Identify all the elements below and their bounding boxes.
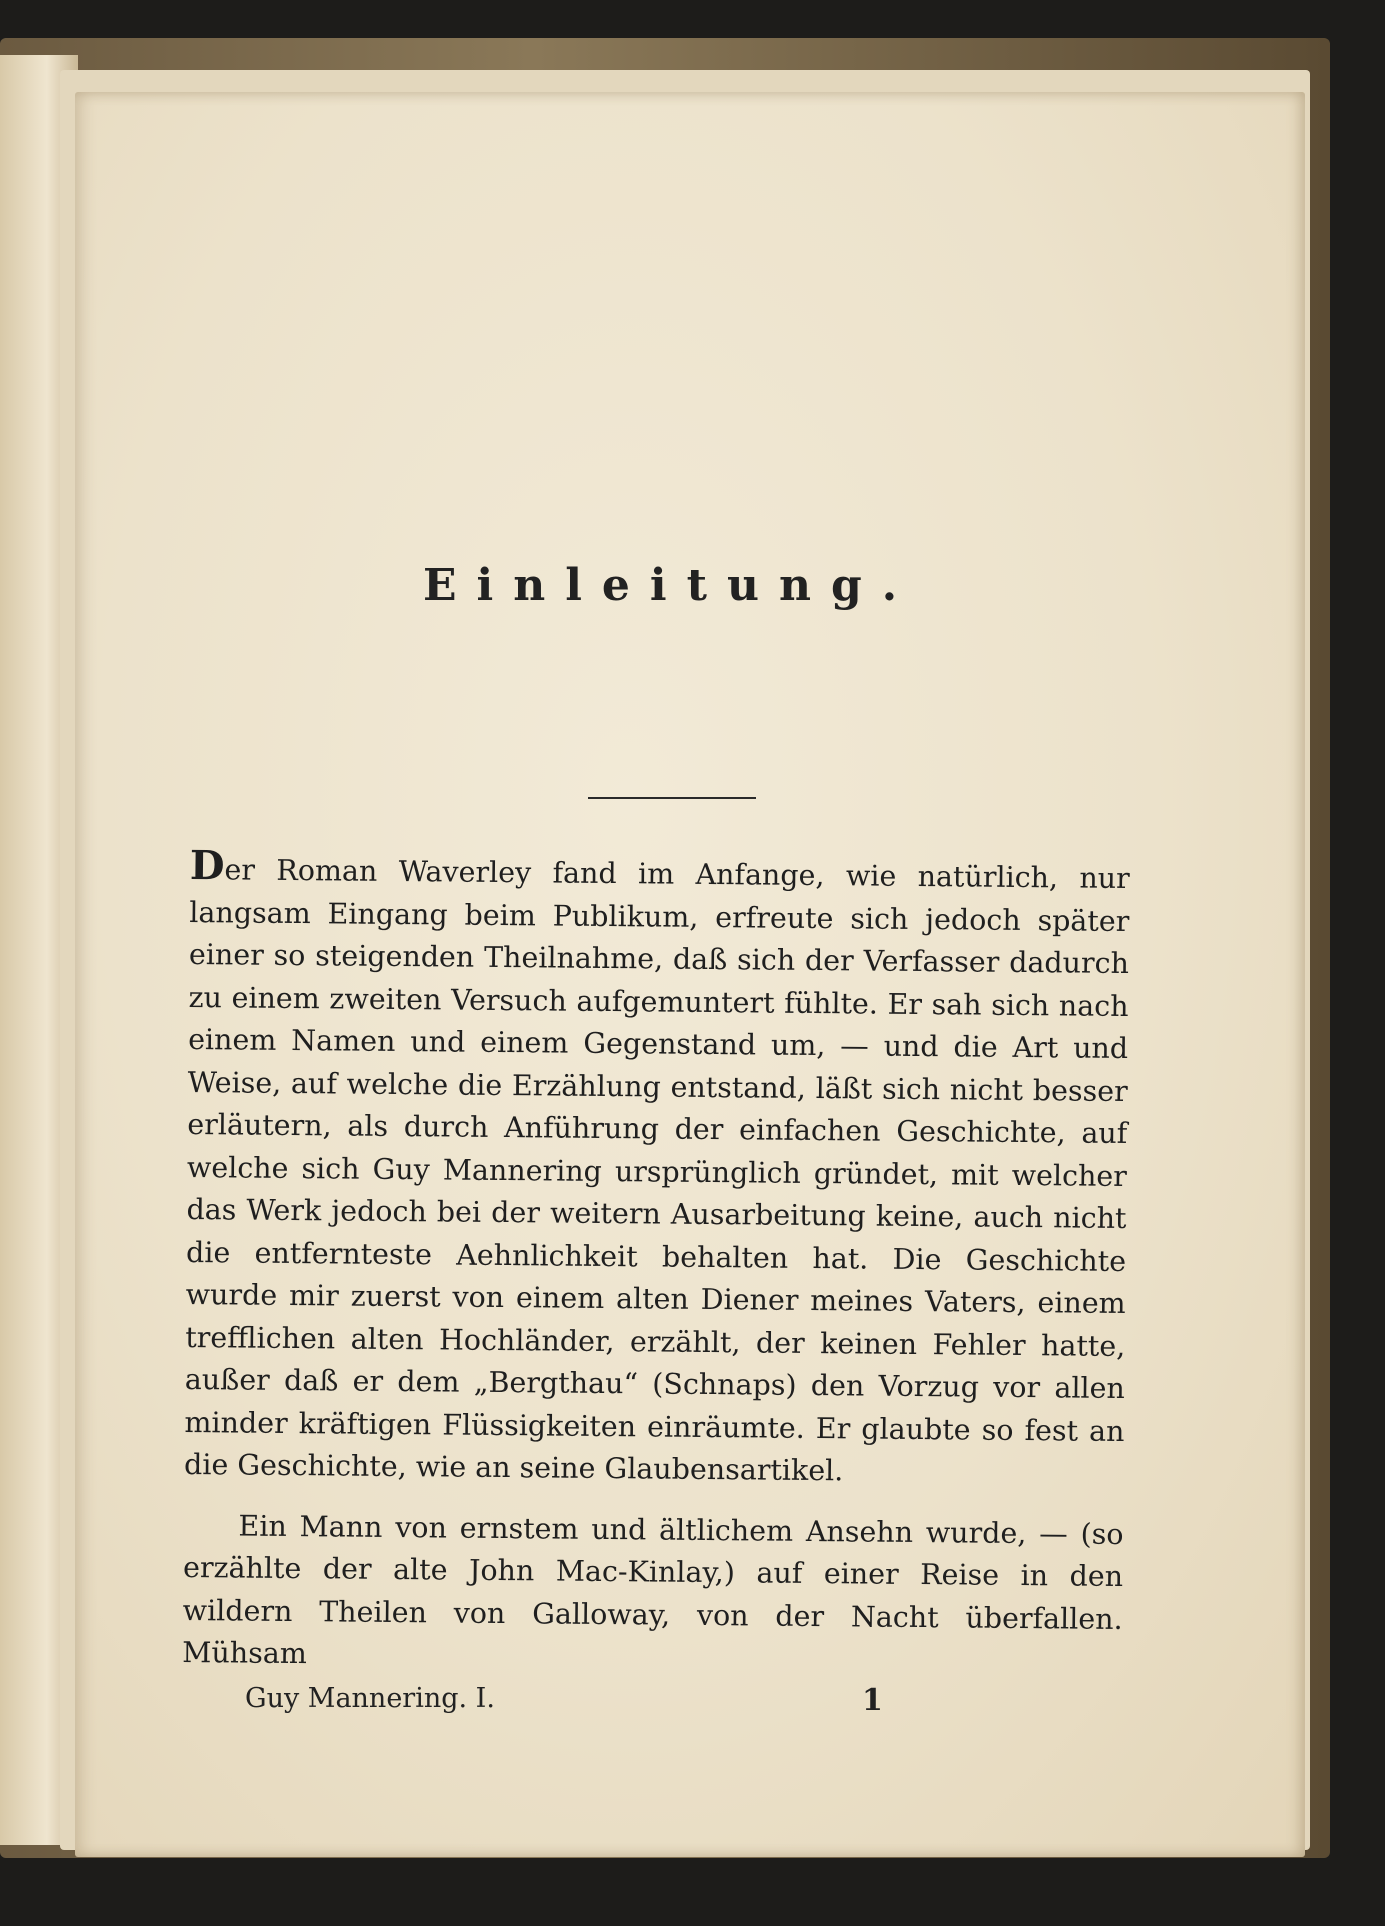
chapter-heading: Einleitung.	[422, 560, 918, 611]
page-number: 1	[862, 1683, 883, 1718]
paragraph-2: Ein Mann von ernstem und ältlichem Ansehn wurde, — (so erzählte der alte John Mac-Kinlay,) auf einer Reise in den wildern Theilen von Galloway, von der Nacht überfallen. Mühsam	[182, 1508, 1124, 1671]
signature-mark: Guy Mannering. I.	[245, 1683, 495, 1714]
paragraph-1-text: er Roman Waverley fand im Anfange, wie natürlich, nur langsam Eingang beim Publikum, erfreute sich jedoch später einer so steigenden Theilnahme, daß sich der Verfasser dadurch zu einem zweiten Versuch aufgemuntert fühlte. Er sah sich nach einem Namen und einem Gegenstand um, — und die Art und Weise, auf welche die Erzählung entstand, läßt sich nicht besser erläutern, als durch Anführung der einfachen Geschichte, auf welche sich Guy Mannering ursprünglich gründet, mit welcher das Werk jedoch bei der weitern Ausarbeitung keine, auch nicht die entfernteste Aehnlichkeit behalten hat. Die Geschichte wurde mir zuerst von einem alten Diener meines Vaters, einem trefflichen alten Hochländer, erzählt, der keinen Fehler hatte, außer daß er dem „Bergthau“ (Schnaps) den Vorzug vor allen minder kräftigen Flüssigkeiten einräumte. Er glaubte so fest an die Geschichte, wie an seine Glaubensartikel.	[183, 853, 1130, 1488]
heading-rule	[588, 797, 756, 799]
body-text	[182, 842, 1130, 1683]
dropcap: D	[189, 842, 225, 890]
paragraph-1	[183, 842, 1130, 1495]
